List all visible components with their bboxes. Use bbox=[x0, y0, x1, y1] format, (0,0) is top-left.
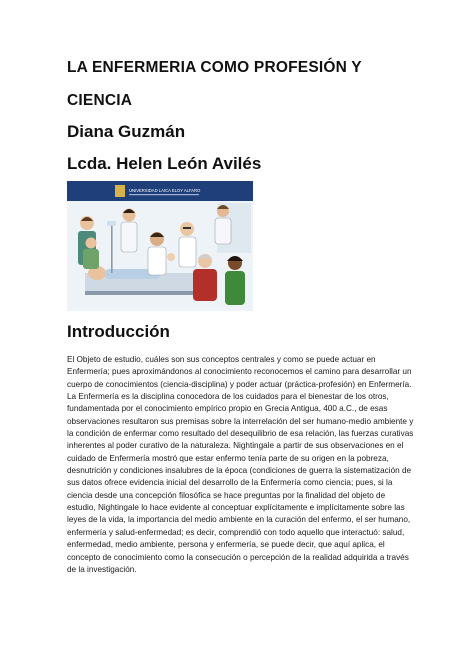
illustration-banner-text: UNIVERSIDAD LAICA ELOY ALFARO bbox=[129, 188, 201, 193]
nursing-staff-illustration-icon bbox=[67, 181, 253, 311]
paragraph-line: la condición de enfermar como resultado del desequilibrio de esa relación, las fuerzas curativas bbox=[67, 429, 414, 439]
paragraph-line: enfermedad, medio ambiente, persona y enfermería, se puede decir, que aquí aplica, el bbox=[67, 540, 385, 550]
paragraph-line: concepto de conocimiento como la consecución o percepción de la realidad adquirida a través bbox=[67, 552, 409, 562]
author-name-2: Lcda. Helen León Avilés bbox=[67, 154, 262, 173]
introduction-paragraph bbox=[67, 354, 412, 576]
paragraph-line: ciencia desde una concepción filosófica se hace preguntas por la finalidad del objeto de bbox=[67, 490, 386, 500]
document-title-line-2: CIENCIA bbox=[67, 92, 133, 109]
paragraph-line: leyes de la vida, la importancia del medio ambiente en la curación del enfermo, el ser humano, bbox=[67, 515, 411, 525]
paragraph-line: cuidado de Enfermería mostró que estar enfermo tenía parte de su origen en la pobreza, bbox=[67, 453, 389, 463]
paragraph-line: Enfermería; pues aproximándonos al conocimiento reconocemos el camino para desarrollar un bbox=[67, 367, 412, 377]
author-name-1: Diana Guzmán bbox=[67, 122, 186, 141]
paragraph-line: de la investigación. bbox=[67, 564, 137, 574]
paragraph-line: desnutrición y condiciones insalubres de la época (condiciones de guerra la sistematización de bbox=[67, 466, 412, 476]
paragraph-line: inherentes al poder curativo de la naturaleza. Nightingale a partir de sus observaciones en el bbox=[67, 441, 404, 451]
section-heading-introduccion: Introducción bbox=[67, 322, 170, 341]
paragraph-line: sus datos ofrece evidencia inicial del desarrollo de la Enfermería como ciencia; pues, si la bbox=[67, 478, 393, 488]
document-title-line-1: LA ENFERMERIA COMO PROFESIÓN Y bbox=[67, 59, 362, 76]
paragraph-line: El Objeto de estudio, cuáles son sus conceptos centrales y como se puede actuar en bbox=[67, 355, 376, 364]
paragraph-line: observaciones resultaron sus premisas sobre la interrelación del ser humano-medio ambiente y bbox=[67, 416, 414, 426]
paragraph-line: fundamentada por el conocimiento empírico propio en Grecia Antigua, 400 a.C., de esas bbox=[67, 404, 388, 414]
paragraph-line: La Enfermería es la disciplina conocedora de los cuidados para el bienestar de los otros, bbox=[67, 392, 389, 402]
paragraph-line: estudio, Nightingale lo hace evidente al conceptuar explícitamente e implícitamente sobre las bbox=[67, 503, 405, 513]
paragraph-line: enfermería y salud-enfermedad; es decir, comprendió con todo aquello que interactuó: salud, bbox=[67, 527, 405, 537]
paragraph-line: cuerpo de conocimientos (ciencia-disciplina) y poder actuar (práctica-profesión) en Enfermería. bbox=[67, 379, 412, 389]
